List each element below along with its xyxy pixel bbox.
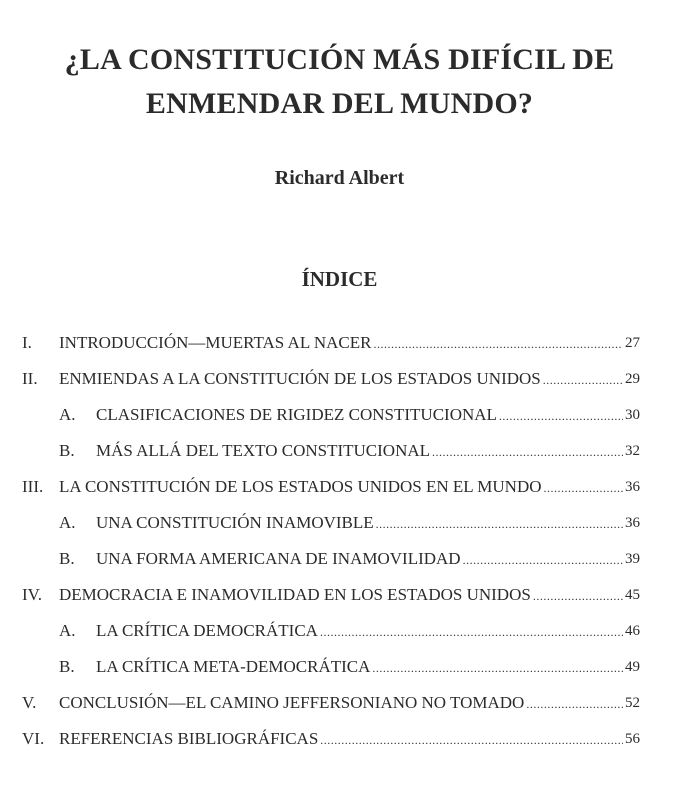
- toc-entry-number: A.: [59, 513, 76, 532]
- toc-dot-leader: [372, 661, 623, 685]
- toc-entry-number: B.: [59, 657, 75, 676]
- toc-entry: [22, 325, 640, 361]
- toc-dot-leader: [432, 445, 623, 469]
- toc-entry-number: A.: [59, 621, 76, 640]
- toc-entry-page: 30: [625, 406, 640, 423]
- toc-entry-page: 46: [625, 622, 640, 639]
- toc-subentry: [22, 649, 640, 685]
- toc-entry-number: VI.: [22, 729, 45, 748]
- toc-dot-leader: [499, 409, 623, 433]
- toc-entry-label: LA CONSTITUCIÓN DE LOS ESTADOS UNIDOS EN EL MUNDO: [59, 477, 542, 496]
- toc-entry: [22, 577, 640, 613]
- toc-entry-label: UNA FORMA AMERICANA DE INAMOVILIDAD: [96, 549, 461, 568]
- toc-entry-label: INTRODUCCIÓN—MUERTAS AL NACER: [59, 333, 372, 352]
- toc-subentry: [22, 541, 640, 577]
- toc-subentry: [22, 613, 640, 649]
- toc-dot-leader: [533, 589, 623, 613]
- toc-entry-page: 36: [625, 478, 640, 495]
- toc-dot-leader: [526, 697, 623, 721]
- toc-entry-number: B.: [59, 549, 75, 568]
- toc-entry-page: 29: [625, 370, 640, 387]
- toc-entry-number: I.: [22, 333, 32, 352]
- toc-entry-label: ENMIENDAS A LA CONSTITUCIÓN DE LOS ESTADOS UNIDOS: [59, 369, 541, 388]
- toc-entry-page: 56: [625, 730, 640, 747]
- toc-entry-page: 49: [625, 658, 640, 675]
- toc-dot-leader: [320, 625, 623, 649]
- toc-entry-number: IV.: [22, 585, 42, 604]
- toc-entry-page: 27: [625, 334, 640, 351]
- toc-dot-leader: [320, 733, 623, 757]
- toc-entry: [22, 685, 640, 721]
- author-name: Richard Albert: [274, 167, 405, 189]
- title-line-2: ENMENDAR DEL MUNDO?: [145, 87, 534, 120]
- toc-entry: [22, 361, 640, 397]
- toc-entry: [22, 469, 640, 505]
- toc-entry-number: II.: [22, 369, 38, 388]
- toc-entry-label: REFERENCIAS BIBLIOGRÁFICAS: [59, 729, 319, 748]
- toc-entry-number: V.: [22, 693, 37, 712]
- toc-entry-label: LA CRÍTICA META-DEMOCRÁTICA: [96, 657, 371, 676]
- toc-entry-label: DEMOCRACIA E INAMOVILIDAD EN LOS ESTADOS UNIDOS: [59, 585, 531, 604]
- toc-entry-label: UNA CONSTITUCIÓN INAMOVIBLE: [96, 513, 374, 532]
- toc-entry-number: B.: [59, 441, 75, 460]
- toc-dot-leader: [376, 517, 623, 541]
- toc-entry-label: CLASIFICACIONES DE RIGIDEZ CONSTITUCIONAL: [96, 405, 497, 424]
- toc-subentry: [22, 397, 640, 433]
- toc-dot-leader: [544, 481, 624, 505]
- toc-entry: [22, 721, 640, 757]
- table-of-contents: [22, 325, 640, 757]
- toc-entry-label: MÁS ALLÁ DEL TEXTO CONSTITUCIONAL: [96, 441, 431, 460]
- toc-entry-label: CONCLUSIÓN—EL CAMINO JEFFERSONIANO NO TOMADO: [59, 693, 525, 712]
- toc-subentry: [22, 433, 640, 469]
- toc-dot-leader: [373, 337, 623, 361]
- toc-entry-page: 39: [625, 550, 640, 567]
- toc-subentry: [22, 505, 640, 541]
- toc-entry-page: 36: [625, 514, 640, 531]
- toc-entry-number: A.: [59, 405, 76, 424]
- toc-dot-leader: [543, 373, 623, 397]
- toc-entry-page: 32: [625, 442, 640, 459]
- toc-entry-number: III.: [22, 477, 44, 496]
- toc-entry-page: 52: [625, 694, 640, 711]
- index-heading: ÍNDICE: [301, 267, 378, 291]
- title-line-1: ¿LA CONSTITUCIÓN MÁS DIFÍCIL DE: [64, 43, 615, 76]
- toc-dot-leader: [463, 553, 623, 577]
- toc-entry-label: LA CRÍTICA DEMOCRÁTICA: [96, 621, 318, 640]
- toc-entry-page: 45: [625, 586, 640, 603]
- document-title: [0, 38, 679, 126]
